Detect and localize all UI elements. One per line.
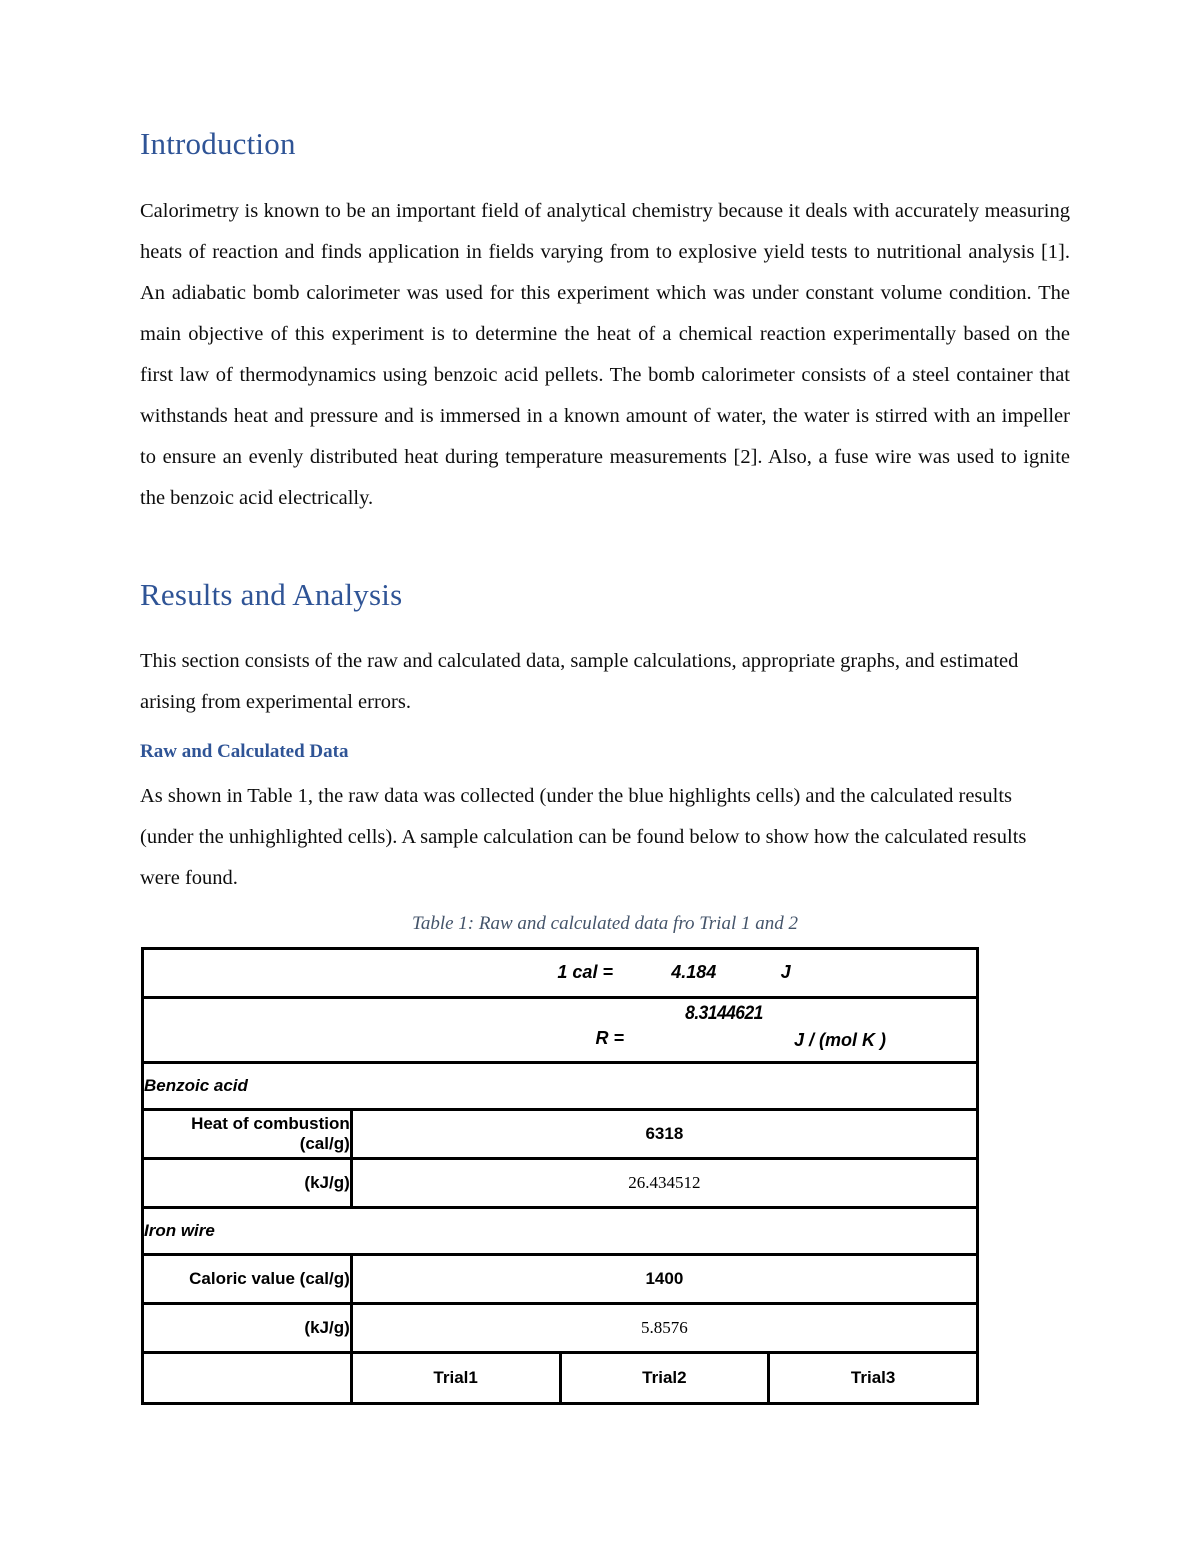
constant-cal-cell (143, 948, 978, 997)
paragraph-raw-and-calculated-data: As shown in Table 1, the raw data was collected (under the blue highlights cells) and the calculated results (under the unhighlighted cells). A sample calculation can be found below to show how the calculated results were found. (140, 784, 1027, 889)
row-label-caloric-value: Caloric value (cal/g) (143, 1254, 352, 1303)
constant-r-unit: J / (mol K ) (794, 1029, 887, 1050)
table-row-trial-headers (143, 1352, 978, 1403)
trial-header-3: Trial3 (769, 1352, 978, 1403)
row-value-benzoic-kj-per-g: 26.434512 (351, 1158, 977, 1207)
table-row-benzoic-kj-per-g (143, 1158, 978, 1207)
trial-header-blank-cell (143, 1352, 352, 1403)
table-caption: Table 1: Raw and calculated data fro Trial 1 and 2 (412, 912, 798, 934)
table-row-constant-r (143, 997, 978, 1062)
table-row-iron-kj-per-g (143, 1303, 978, 1352)
table-row-iron-caloric-value (143, 1254, 978, 1303)
table-row-constant-cal (143, 948, 978, 997)
heading-raw-and-calculated-data: Raw and Calculated Data (140, 741, 349, 763)
table-row-group-iron-wire (143, 1207, 978, 1254)
row-label-iron-kj-per-g: (kJ/g) (143, 1303, 352, 1352)
row-label-benzoic-kj-per-g: (kJ/g) (143, 1158, 352, 1207)
table-1-container (141, 947, 979, 1405)
heading-introduction: Introduction (140, 126, 296, 161)
trial-header-2: Trial2 (560, 1352, 769, 1403)
constant-r-cell (143, 997, 978, 1062)
trial-header-1: Trial1 (351, 1352, 560, 1403)
paragraph-introduction: Calorimetry is known to be an important field of analytical chemistry because it deals with accurately measuring heats of reaction and finds application in fields varying from to explosive yield tests to nutritional analysis [1]. An adiabatic bomb calorimeter was used for this experiment which was under constant volume condition. The main objective of this experiment is to determine the heat of a chemical reaction experimentally based on the first law of thermodynamics using benzoic acid pellets. The bomb calorimeter consists of a steel container that withstands heat and pressure and is immersed in a known amount of water, the water is stirred with an impeller to ensure an evenly distributed heat during temperature measurements [2]. Also, a fuse wire was used to ignite the benzoic acid electrically. (140, 199, 1070, 509)
row-value-caloric-value: 1400 (351, 1254, 977, 1303)
paragraph-results-intro: This section consists of the raw and calculated data, sample calculations, appropriate graphs, and estimated arising from experimental errors. (140, 650, 1019, 714)
row-value-heat-of-combustion: 6318 (351, 1109, 977, 1158)
constant-r-label: R = (595, 1027, 624, 1048)
row-value-iron-kj-per-g: 5.8576 (351, 1303, 977, 1352)
document-body (140, 128, 1070, 1405)
section-spacer (140, 519, 1070, 579)
constant-r-value: 8.3144621 (685, 1002, 763, 1024)
subsection-spacer (140, 723, 1070, 741)
group-title-benzoic-acid: Benzoic acid (143, 1062, 978, 1109)
table-raw-and-calculated-data (141, 947, 979, 1405)
heading-results-and-analysis: Results and Analysis (140, 576, 403, 612)
row-label-heat-of-combustion: Heat of combustion (cal/g) (143, 1109, 352, 1158)
constant-cal-label: 1 cal = (557, 962, 613, 983)
constant-cal-unit: J (780, 962, 791, 983)
table-row-benzoic-heat-of-combustion (143, 1109, 978, 1158)
constant-cal-value: 4.184 (671, 962, 717, 983)
group-title-iron-wire: Iron wire (143, 1207, 978, 1254)
